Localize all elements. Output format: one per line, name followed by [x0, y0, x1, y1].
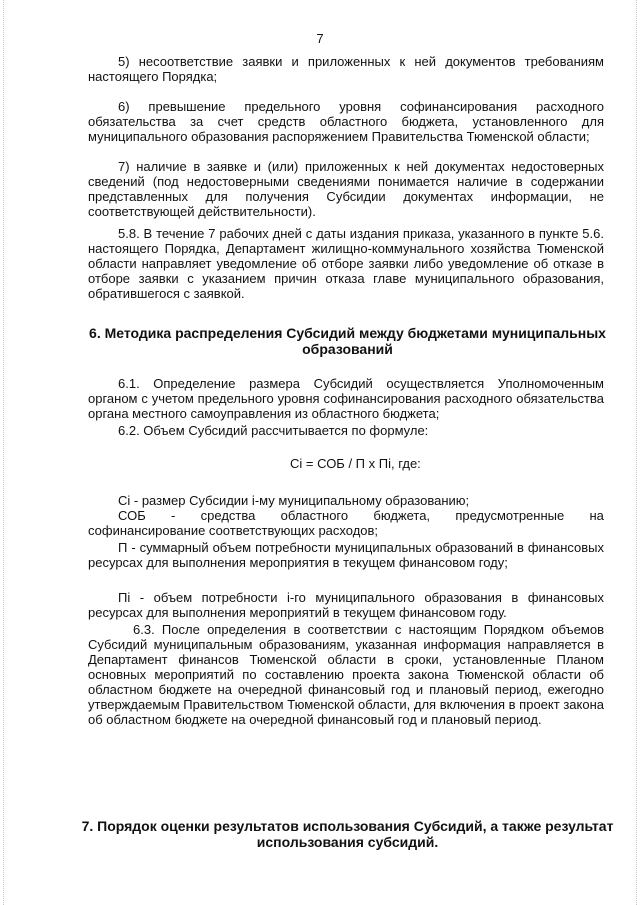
paragraph-6: 6) превышение предельного уровня софинансирования расходного обязательства за счет средств областного бюджета, установленного для муниципального образования распоряжением Правительства Тюменской области; — [88, 99, 604, 144]
definition-pi: Пi - объем потребности i-го муниципального образования в финансовых ресурсах для выполнения мероприятий в текущем финансовом году. — [88, 590, 604, 620]
paragraph-7: 7) наличие в заявке и (или) приложенных к ней документах недостоверных сведений (под недостоверными сведениями понимается наличие в содержании представленных для получения Субсидии документах информации, не соответствующей действительности). — [88, 159, 604, 219]
subsidy-formula: Сi = СОБ / П х Пi, где: — [290, 456, 421, 471]
right-edge-dots — [636, 0, 637, 905]
section-6-heading: 6. Методика распределения Субсидий между бюджетами муниципальных образований — [89, 325, 606, 357]
paragraph-5-8: 5.8. В течение 7 рабочих дней с даты издания приказа, указанного в пункте 5.6. настоящего Порядка, Департамент жилищно-коммунального хозяйства Тюменской области направляет уведомление об отборе заявки либо уведомление об отказе в отборе заявки с указанием причин отказа главе муниципального образования, обратившегося с заявкой. — [88, 226, 604, 301]
definition-p: П - суммарный объем потребности муниципальных образований в финансовых ресурсах для выполнения мероприятия в текущем финансовом году; — [88, 540, 604, 570]
paragraph-5: 5) несоответствие заявки и приложенных к ней документов требованиям настоящего Порядка; — [88, 54, 604, 84]
paragraph-6-1: 6.1. Определение размера Субсидий осуществляется Уполномоченным органом с учетом предельного уровня софинансирования расходного обязательства органа местного самоуправления из областного бюджета; — [88, 376, 604, 421]
definition-sob-line — [88, 508, 604, 523]
paragraph-6-3: 6.3. После определения в соответствии с настоящим Порядком объемов Субсидий муниципальным образованиям, указанная информация направляется в Департамент финансов Тюменской области в сроки, установленные Планом основных мероприятий по составлению проекта закона Тюменской области об областном бюджете на очередной финансовый год и плановый период, ежегодно утверждаемым Правительством Тюменской области, для включения в проект закона об областном бюджете на очередной финансовый год и плановый период. — [88, 622, 604, 727]
definition-sob-rest: софинансирование соответствующих расходов; — [88, 523, 379, 538]
sob-word: предусмотренные — [455, 508, 565, 523]
left-edge-dots — [3, 0, 4, 905]
definition-ci: Сi - размер Субсидии i-му муниципальному образованию; — [118, 493, 470, 508]
paragraph-6-2: 6.2. Объем Субсидий рассчитывается по формуле: — [118, 423, 429, 438]
sob-word: СОБ — [118, 508, 146, 523]
section-7-heading: 7. Порядок оценки результатов использования Субсидий, а также результат использования субсидий. — [81, 818, 614, 850]
sob-word: - — [171, 508, 176, 523]
definition-sob — [88, 508, 604, 538]
sob-word: на — [589, 508, 604, 523]
sob-word: средства — [200, 508, 256, 523]
sob-word: бюджета, — [373, 508, 431, 523]
page-number: 7 — [316, 31, 324, 46]
sob-word: областного — [280, 508, 349, 523]
